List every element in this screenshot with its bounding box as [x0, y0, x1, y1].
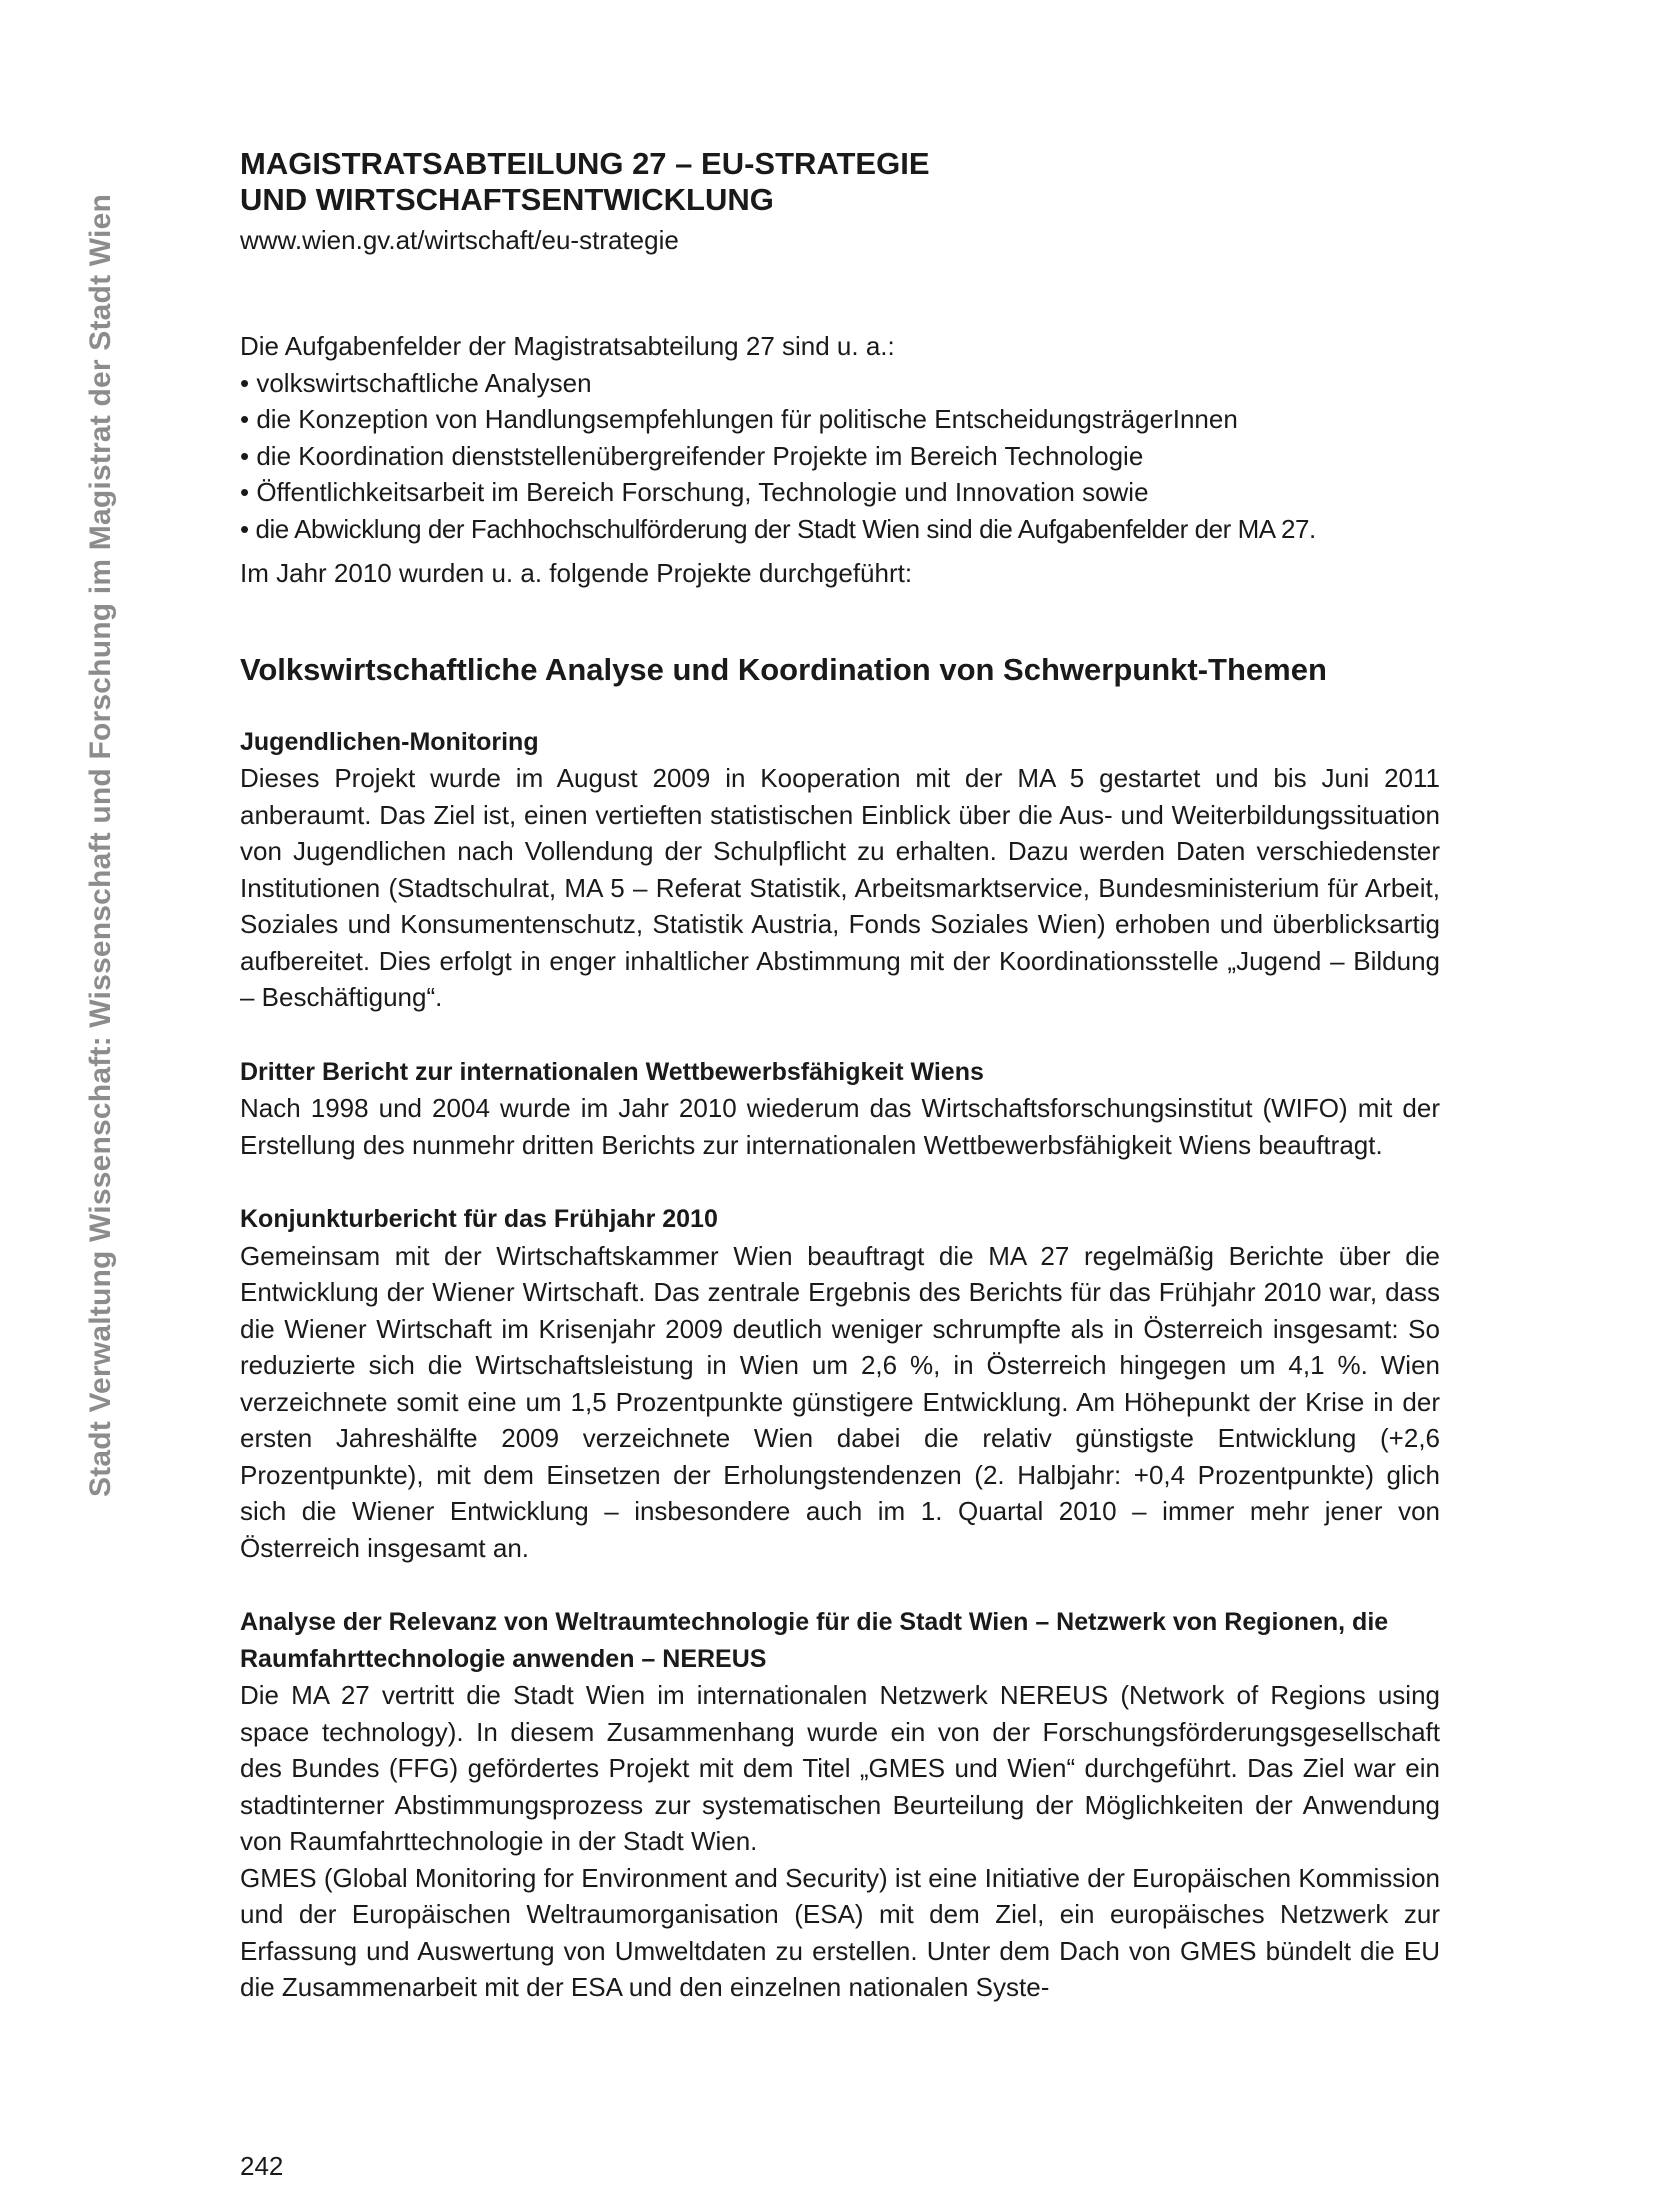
intro-lead: Die Aufgabenfelder der Magistratsabteilung 27 sind u. a.: [240, 331, 895, 361]
projects-intro: Im Jahr 2010 wurden u. a. folgende Projekte durchgeführt: [240, 558, 913, 588]
website-url: www.wien.gv.at/wirtschaft/eu-strategie [240, 225, 679, 255]
sidebar-text: Stadt Verwaltung Wissenschaft: Wissenschaft und Forschung im Magistrat der Stadt Wien [84, 194, 117, 1498]
list-item: • die Abwicklung der Fachhochschulförderung der Stadt Wien sind die Aufgabenfelder der MA 27. [240, 511, 1440, 548]
title-line-1: MAGISTRATSABTEILUNG 27 – EU-STRATEGIE [240, 146, 930, 181]
page-number: 242 [240, 2151, 284, 2181]
paragraph-nereus: Die MA 27 vertritt die Stadt Wien im internationalen Netzwerk NEREUS (Network of Regions using space technology). In diesem Zusammenhang wurde ein von der Forschungsförderungsgesellschaft des Bundes (FFG) gefördertes Projekt mit dem Titel „GMES und Wien“ durchgeführt. Das Ziel war ein stadtinterner Abstimmungsprozess zur systematischen Beurteilung der Möglichkeiten der Anwendung von Raumfahrttechnologie in der Stadt Wien. [240, 1680, 1440, 1856]
list-item: • volkswirtschaftliche Analysen [240, 365, 1440, 402]
subheading-konjunkturbericht: Konjunkturbericht für das Frühjahr 2010 [240, 1205, 718, 1233]
paragraph-konjunkturbericht: Gemeinsam mit der Wirtschaftskammer Wien beauftragt die MA 27 regelmäßig Berichte über die Entwicklung der Wiener Wirtschaft. Das zentrale Ergebnis des Berichts für das Frühjahr 2010 war, dass die Wiener Wirtschaft im Krisenjahr 2009 deutlich weniger schrumpfte als in Österreich insgesamt: So reduzierte sich die Wirtschaftsleistung in Wien um 2,6 %, in Österreich hingegen um 4,1 %. Wien verzeichnete somit eine um 1,5 Prozentpunkte günstigere Entwicklung. Am Höhepunkt der Krise in der ersten Jahreshälfte 2009 verzeichnete Wien dabei die relativ günstigste Entwicklung (+2,6 Prozentpunkte), mit dem Einsetzen der Erholungstendenzen (2. Halbjahr: +0,4 Prozentpunkte) glich sich die Wiener Entwicklung – insbesondere auch im 1. Quartal 2010 – immer mehr jener von Österreich insgesamt an. [240, 1240, 1440, 1563]
subheading-wettbewerbsfaehigkeit: Dritter Bericht zur internationalen Wettbewerbsfähigkeit Wiens [240, 1057, 984, 1086]
section-title: Volkswirtschaftliche Analyse und Koordination von Schwerpunkt-Themen [240, 651, 1327, 687]
title-line-2: UND WIRTSCHAFTSENTWICKLUNG [240, 182, 774, 217]
subheading-nereus: Analyse der Relevanz von Weltraumtechnologie für die Stadt Wien – Netzwerk von Regionen, die Raumfahrttechnologie anwenden – NEREUS [240, 1608, 1389, 1673]
subheading-jugendlichen-monitoring: Jugendlichen-Monitoring [240, 727, 539, 756]
intro-section [240, 328, 1440, 592]
sidebar-running-title [78, 142, 124, 1550]
page-content [240, 146, 1440, 2006]
page-title [240, 146, 1440, 218]
paragraph-wettbewerbsfaehigkeit: Nach 1998 und 2004 wurde im Jahr 2010 wiederum das Wirtschaftsforschungsinstitut (WIFO) mit der Erstellung des nunmehr dritten Berichts zur internationalen Wettbewerbsfähigkeit Wiens beauftragt. [240, 1093, 1440, 1160]
list-item: • Öffentlichkeitsarbeit im Bereich Forschung, Technologie und Innovation sowie [240, 474, 1440, 511]
list-item: • die Konzeption von Handlungsempfehlungen für politische EntscheidungsträgerInnen [240, 401, 1440, 438]
list-item: • die Koordination dienststellenübergreifender Projekte im Bereich Technologie [240, 438, 1440, 475]
task-list [240, 365, 1440, 548]
paragraph-jugendlichen-monitoring: Dieses Projekt wurde im August 2009 in Kooperation mit der MA 5 gestartet und bis Juni 2011 anberaumt. Das Ziel ist, einen vertieften statistischen Einblick über die Aus- und Weiterbildungssituation von Jugendlichen nach Vollendung der Schulpflicht zu erhalten. Dazu werden Daten verschiedenster Institutionen (Stadtschulrat, MA 5 – Referat Statistik, Arbeitsmarktservice, Bundesministerium für Arbeit, Soziales und Konsumentenschutz, Statistik Austria, Fonds Soziales Wien) erhoben und überblicksartig aufbereitet. Dies erfolgt in enger inhaltlicher Abstimmung mit der Koordinationsstelle „Jugend – Bildung – Beschäftigung“. [240, 763, 1440, 1012]
paragraph-gmes: GMES (Global Monitoring for Environment and Security) ist eine Initiative der Europäischen Kommission und der Europäischen Weltraumorganisation (ESA) mit dem Ziel, ein europäisches Netzwerk zur Erfassung und Auswertung von Umweltdaten zu erstellen. Unter dem Dach von GMES bündelt die EU die Zusammenarbeit mit der ESA und den einzelnen nationalen Syste- [240, 1862, 1440, 2002]
